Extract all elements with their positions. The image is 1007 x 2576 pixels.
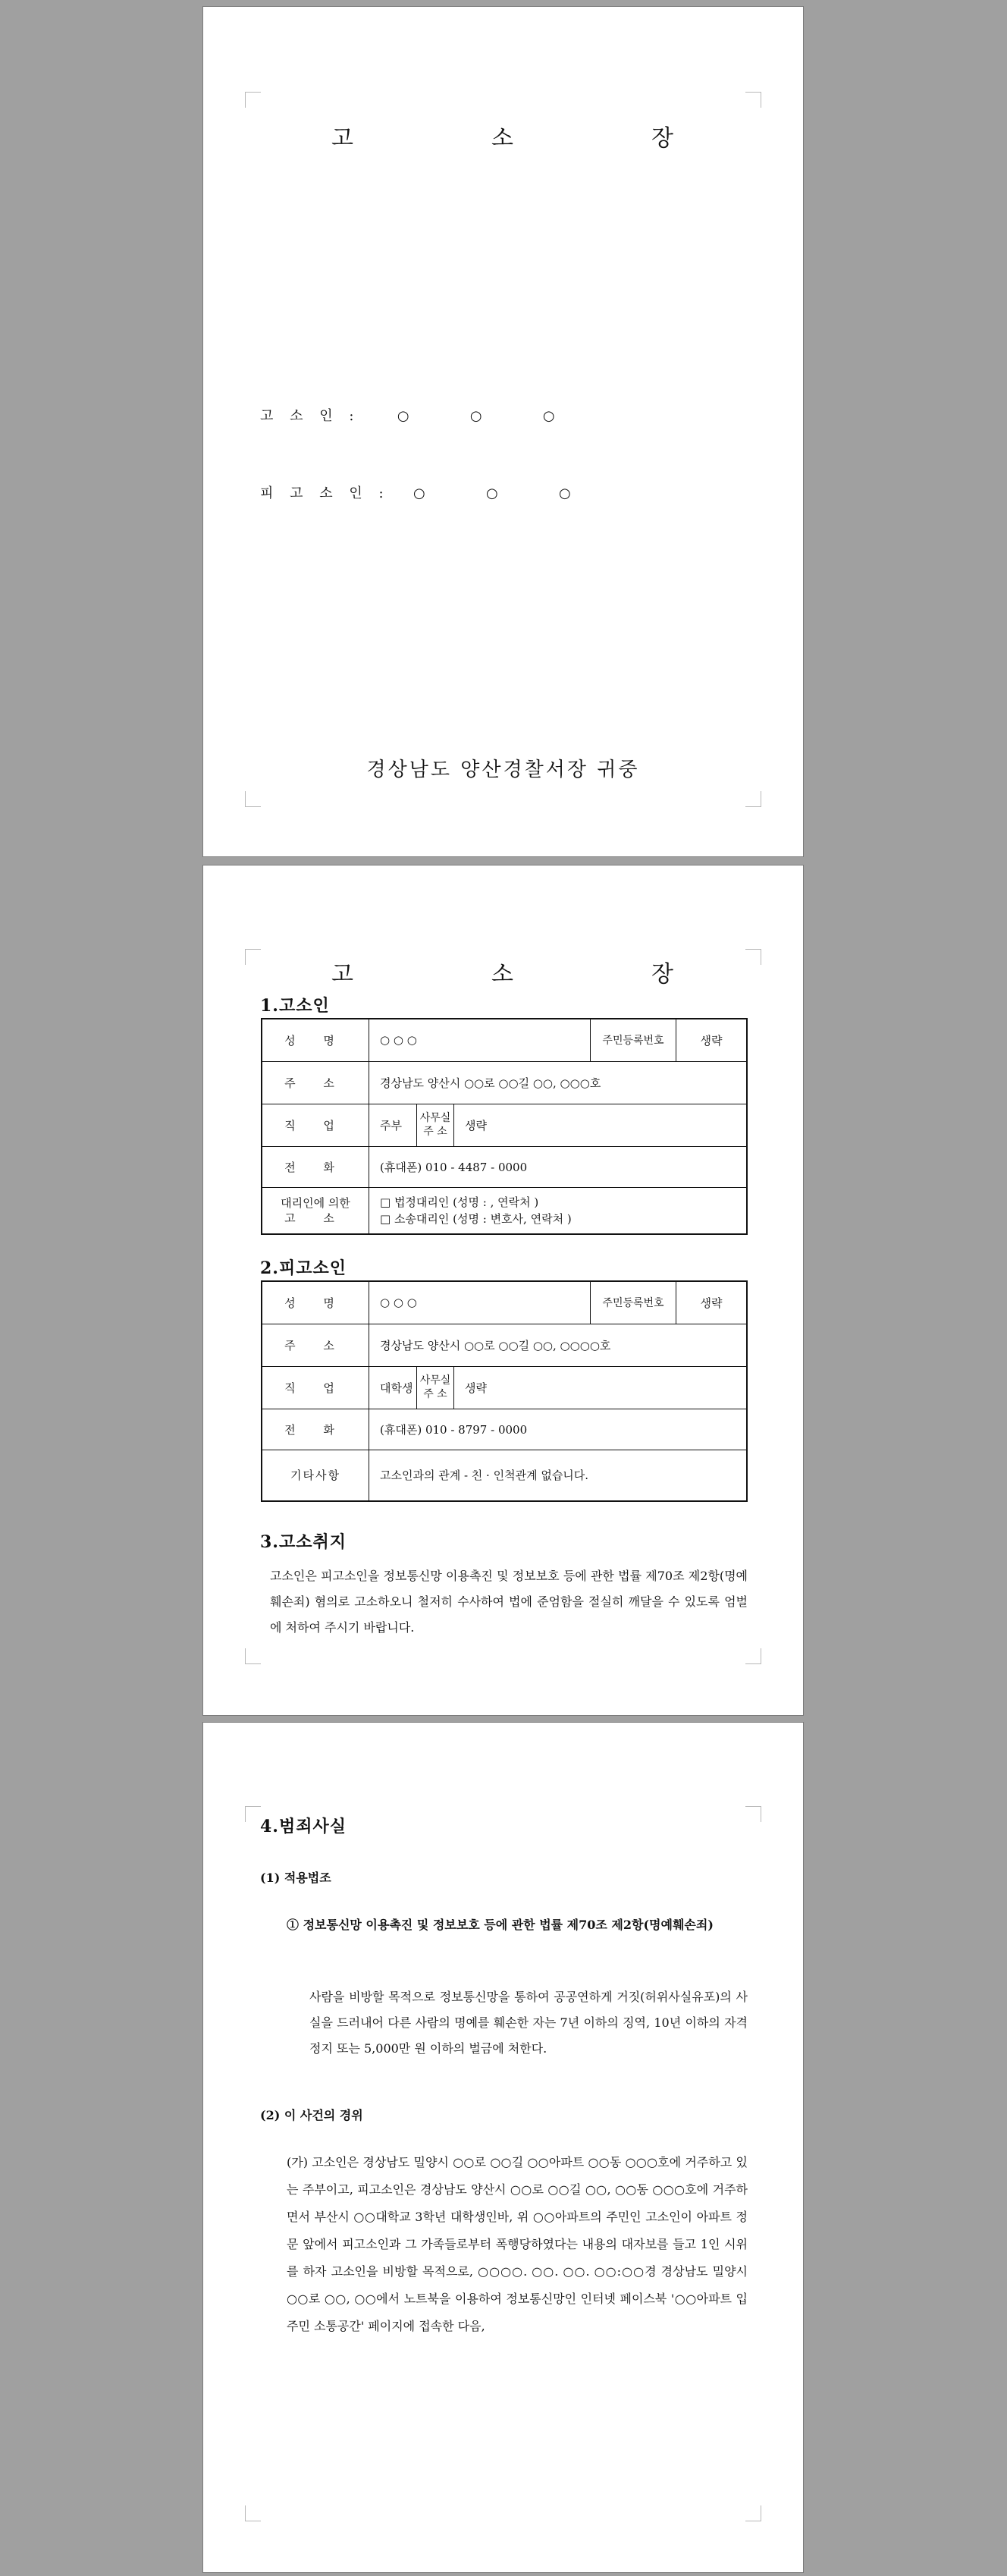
cell-label: 기타사항 <box>262 1450 369 1501</box>
complaint-page <box>202 865 804 1716</box>
cell-label: 주민등록번호 <box>591 1019 676 1061</box>
accused-rrn: 생략 <box>676 1281 748 1324</box>
corner-mark <box>245 1648 261 1664</box>
agent-line-legal: □ 법정대리인 (성명 : , 연락처 ) <box>380 1195 539 1209</box>
accused-relationship: 고소인과의 관계 - 친 · 인척관계 없습니다. <box>369 1450 748 1501</box>
complainant-workplace: 생략 <box>454 1104 748 1146</box>
accused-line <box>260 482 632 502</box>
cell-label <box>417 1104 454 1146</box>
facts-page <box>202 1722 804 2573</box>
accused-name: ○ ○ ○ <box>369 1281 591 1324</box>
complainant-name: ○ ○ ○ <box>369 1019 591 1061</box>
title-char: 고 <box>331 961 355 988</box>
accused-address: 경상남도 양산시 ○○로 ○○길 ○○, ○○○○호 <box>369 1324 748 1366</box>
recipient-line: 경상남도 양산경찰서장 귀중 <box>366 759 640 781</box>
cell-label: 주 소 <box>262 1061 369 1104</box>
cell-label: 직 업 <box>262 1366 369 1409</box>
complainant-name-char: ○ <box>397 408 409 424</box>
background-heading: (2) 이 사건의 경위 <box>260 2108 363 2122</box>
cell-label: 직 업 <box>262 1104 369 1146</box>
section-heading-complainant: 1.고소인 <box>260 996 330 1016</box>
corner-mark <box>245 2505 261 2521</box>
title-char: 소 <box>491 961 515 988</box>
cell-label <box>417 1366 454 1409</box>
complainant-line <box>260 405 616 425</box>
law-item: ① 정보통신망 이용촉진 및 정보보호 등에 관한 법률 제70조 제2항(명예훼손죄) <box>287 1918 714 1932</box>
section-heading-facts: 4.범죄사실 <box>260 1817 347 1836</box>
complainant-phone: (휴대폰) 010 - 4487 - 0000 <box>369 1146 748 1187</box>
workplace-label-line: 주 소 <box>423 1126 447 1138</box>
title-char: 소 <box>491 125 515 152</box>
cell-label: 전 화 <box>262 1146 369 1187</box>
cell-label: 주 소 <box>262 1324 369 1366</box>
cell-label <box>262 1187 369 1234</box>
accused-job: 대학생 <box>369 1366 417 1409</box>
corner-mark <box>245 92 261 108</box>
applicable-law-heading: (1) 적용법조 <box>260 1871 331 1885</box>
corner-mark <box>245 791 261 807</box>
cell-label: 주민등록번호 <box>591 1281 676 1324</box>
title-char: 장 <box>651 125 675 152</box>
cell-label: 전 화 <box>262 1409 369 1450</box>
agent-label-line: 고 소 <box>284 1211 347 1225</box>
corner-mark <box>745 1648 761 1664</box>
complainant-address: 경상남도 양산시 ○○로 ○○길 ○○, ○○○호 <box>369 1061 748 1104</box>
corner-mark <box>245 1806 261 1822</box>
cell-label: 성 명 <box>262 1019 369 1061</box>
title-char: 고 <box>331 125 355 152</box>
document-title <box>203 119 803 152</box>
workplace-label-line: 사무실 <box>419 1112 451 1124</box>
section-heading-accused: 2.피고소인 <box>260 1258 347 1278</box>
complainant-name-char: ○ <box>542 408 555 424</box>
agent-cell <box>369 1187 748 1234</box>
corner-mark <box>745 791 761 807</box>
section-heading-purpose: 3.고소취지 <box>260 1532 347 1552</box>
accused-name-char: ○ <box>485 485 498 501</box>
agent-label-line: 대리인에 의한 <box>281 1195 350 1210</box>
accused-name-char: ○ <box>413 485 425 501</box>
document-title <box>203 955 803 988</box>
title-char: 장 <box>651 961 675 988</box>
accused-workplace: 생략 <box>454 1366 748 1409</box>
complainant-table <box>261 1018 748 1235</box>
workplace-label-line: 주 소 <box>423 1388 447 1400</box>
cover-page <box>202 6 804 857</box>
complainant-name-char: ○ <box>469 408 482 424</box>
corner-mark <box>745 1806 761 1822</box>
accused-label: 피 고 소 인 : <box>260 485 390 501</box>
corner-mark <box>745 2505 761 2521</box>
agent-line-lawyer: □ 소송대리인 (성명 : 변호사, 연락처 ) <box>380 1211 572 1226</box>
corner-mark <box>745 92 761 108</box>
complainant-rrn: 생략 <box>676 1019 748 1061</box>
law-text: 사람을 비방할 목적으로 정보통신망을 통하여 공공연하게 거짓(허위사실유포)의 사실을 드러내어 다른 사람의 명예를 훼손한 자는 7년 이하의 징역, 10년 이하의 자격정지 또는 5,000만 원 이하의 벌금에 처한다. <box>309 1990 748 2056</box>
accused-name-char: ○ <box>558 485 571 501</box>
complainant-label: 고 소 인 : <box>260 408 360 424</box>
complainant-job: 주부 <box>369 1104 417 1146</box>
complaint-purpose-text: 고소인은 피고소인을 정보통신망 이용촉진 및 정보보호 등에 관한 법률 제70조 제2항(명예훼손죄) 혐의로 고소하오니 철저히 수사하여 법에 준엄함을 절실히 깨달을 수 있도록 엄벌에 처하여 주시기 바랍니다. <box>270 1569 748 1635</box>
accused-phone: (휴대폰) 010 - 8797 - 0000 <box>369 1409 748 1450</box>
cell-label: 성 명 <box>262 1281 369 1324</box>
accused-table <box>261 1280 748 1502</box>
workplace-label-line: 사무실 <box>419 1374 451 1387</box>
background-text: (가) 고소인은 경상남도 밀양시 ○○로 ○○길 ○○아파트 ○○동 ○○○호에 거주하고 있는 주부이고, 피고소인은 경상남도 양산시 ○○로 ○○길 ○○, ○○동 ○○○호에 거주하면서 부산시 ○○대학교 3학년 대학생인바, 위 ○○아파트의 주민인 고소인이 아파트 정문 앞에서 피고소인과 그 가족들로부터 폭행당하였다는 내용의 대자보를 들고 1인 시위를 하자 고소인을 비방할 목적으로, ○○○○. ○○. ○○. ○○:○○경 경상남도 밀양시 ○○로 ○○, ○○에서 노트북을 이용하여 정보통신망인 인터넷 페이스북 '○○아파트 입주민 소통공간' 페이지에 접속한 다음, <box>287 2155 748 2333</box>
